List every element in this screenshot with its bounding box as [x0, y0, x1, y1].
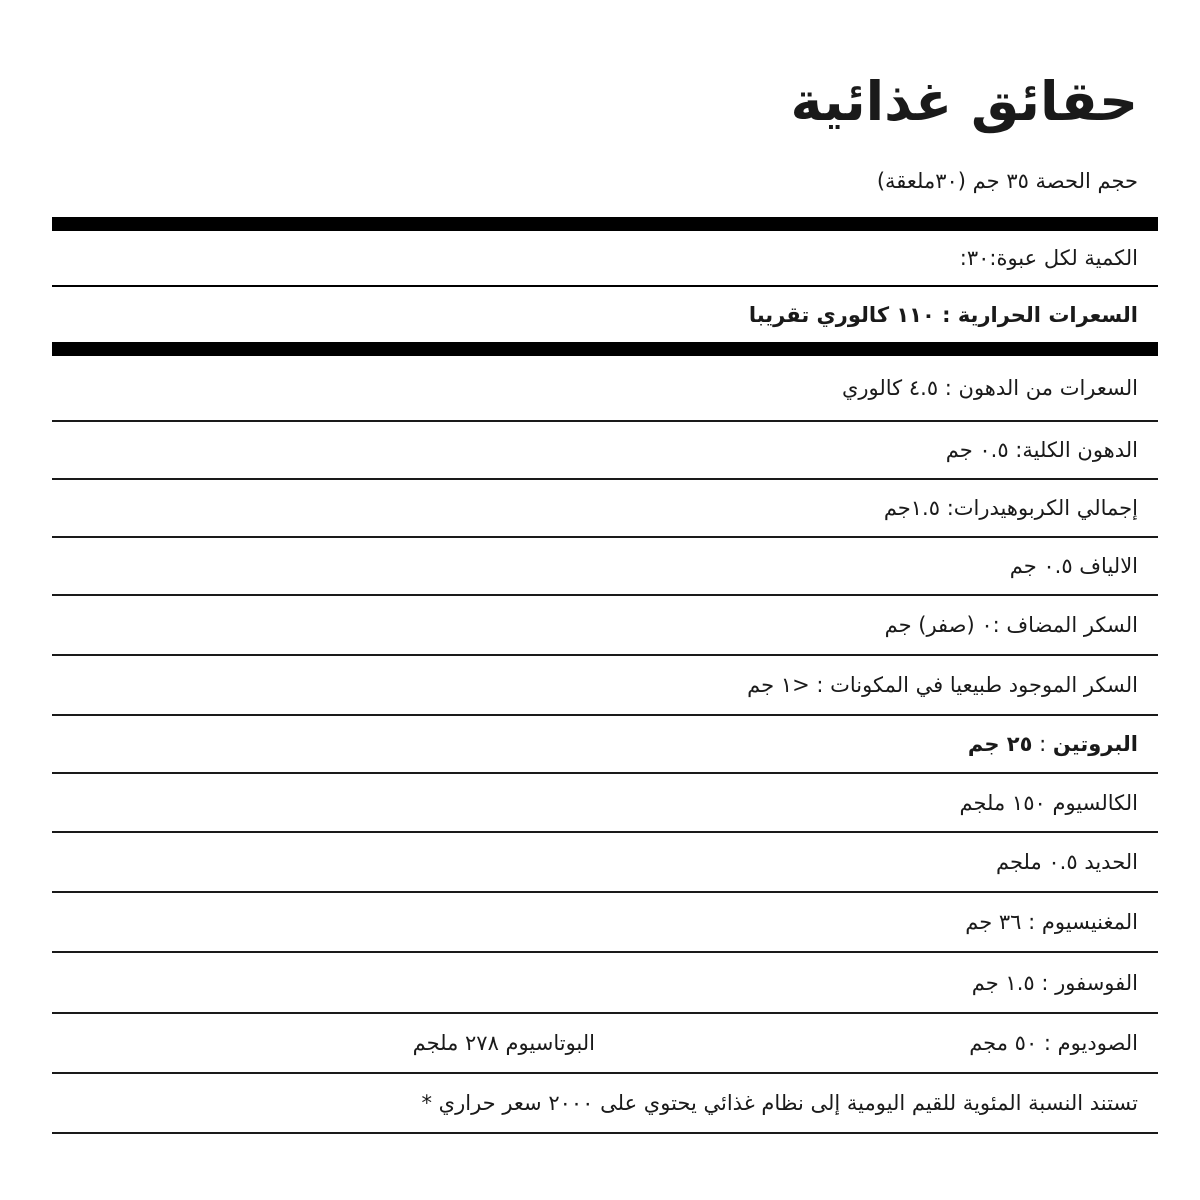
protein-value: ٢٥ جم: [967, 732, 1033, 756]
potassium: البوتاسيوم ٢٧٨ ملجم: [412, 1031, 595, 1055]
protein-label: البروتين: [1052, 732, 1138, 756]
nutrient-row: [52, 356, 1158, 422]
nutrition-facts-label: [52, 0, 1158, 1200]
servings-per-container-row: [52, 231, 1158, 285]
added-sugar: السكر المضاف :٠ (صفر) جم: [884, 613, 1138, 637]
sodium-potassium-row: [52, 1014, 1158, 1074]
servings-per-container: الكمية لكل عبوة:٣٠:: [959, 246, 1138, 270]
footnote: تستند النسبة المئوية للقيم اليومية إلى نظام غذائي يحتوي على ٢٠٠٠ سعر حراري *: [421, 1091, 1138, 1115]
total-carbohydrates: إجمالي الكربوهيدرات: ١.٥جم: [883, 496, 1138, 520]
nutrient-row: [52, 656, 1158, 716]
serving-size: حجم الحصة ٣٥ جم (٣٠ملعقة): [876, 169, 1138, 193]
nutrient-row: [52, 480, 1158, 538]
nutrient-row: [52, 596, 1158, 656]
phosphorus: الفوسفور : ١.٥ جم: [971, 970, 1138, 995]
footnote-row: [52, 1074, 1158, 1134]
total-fat: الدهون الكلية: ٠.٥ جم: [945, 438, 1138, 462]
label-title: حقائق غذائية: [790, 70, 1138, 133]
protein-row: [52, 716, 1158, 774]
calories-text: السعرات الحرارية : ١١٠ كالوري تقريبا: [748, 302, 1138, 327]
sodium: الصوديوم : ٥٠ مجم: [969, 1031, 1138, 1055]
nutrient-row: [52, 422, 1158, 480]
protein-separator: :: [1032, 732, 1053, 756]
magnesium: المغنيسيوم : ٣٦ جم: [965, 910, 1138, 934]
thick-divider-top: [52, 217, 1158, 231]
thick-divider-calories: [52, 342, 1158, 356]
calories-from-fat: السعرات من الدهون : ٤.٥ كالوري: [841, 376, 1138, 400]
mineral-row: [52, 833, 1158, 893]
calcium: الكالسيوم ١٥٠ ملجم: [959, 790, 1138, 815]
calories-row: [52, 287, 1158, 342]
natural-sugar: السكر الموجود طبيعيا في المكونات : <١ جم: [747, 673, 1138, 697]
mineral-row: [52, 893, 1158, 953]
nutrient-row: [52, 538, 1158, 596]
mineral-row: [52, 774, 1158, 833]
mineral-row: [52, 953, 1158, 1014]
iron: الحديد ٠.٥ ملجم: [995, 850, 1138, 874]
dietary-fiber: الالياف ٠.٥ جم: [1009, 554, 1138, 578]
